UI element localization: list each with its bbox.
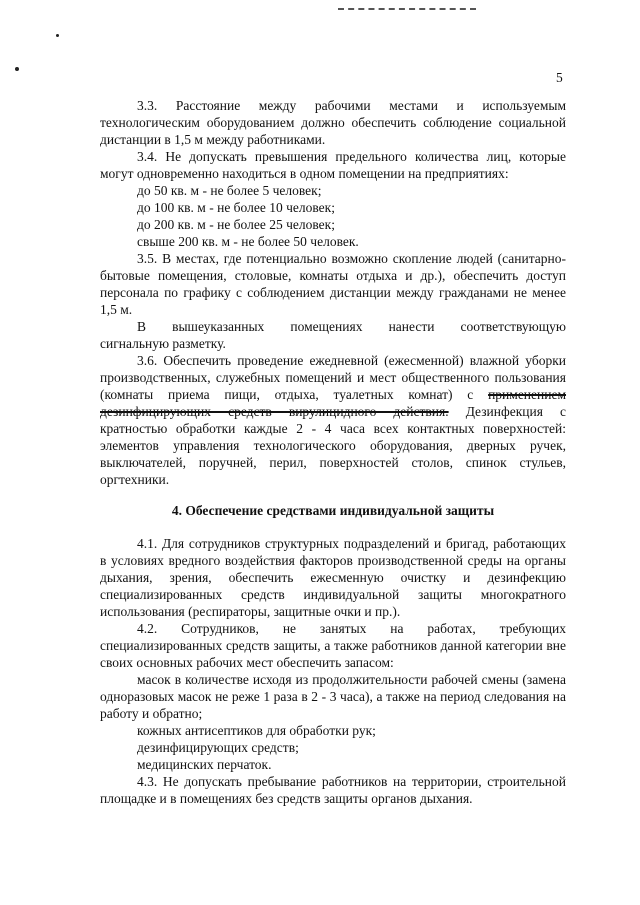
paragraph-4-2: 4.2. Сотрудников, не занятых на работах, требующих специализированных средств защиты, а также работников данной категории вне своих основных рабочих мест обеспечить запасом: xyxy=(100,621,566,670)
list-item: кожных антисептиков для обработки рук; xyxy=(137,723,376,738)
list-item: медицинских перчаток. xyxy=(137,757,272,772)
struck-through-text: применением дезинфицирующих средств вирулицидного действия. xyxy=(100,387,567,419)
paragraph-3-4: 3.4. Не допускать превышения предельного количества лиц, которые могут одновременно находиться в одном помещении на предприятиях: xyxy=(100,149,566,181)
scan-speck xyxy=(15,67,19,71)
paragraph-3-5: 3.5. В местах, где потенциально возможно скопление людей (санитарно-бытовые помещения, столовые, комнаты отдыха и др.), обеспечить доступ персонала по графику с соблюдением дистанции между гражданами не менее 1,5 м. xyxy=(100,251,566,317)
paragraph-3-5-marking: В вышеуказанных помещениях нанести соответствующую xyxy=(137,319,566,334)
section-heading-4: 4. Обеспечение средствами индивидуальной защиты xyxy=(171,503,495,518)
list-item: свыше 200 кв. м - не более 50 человек. xyxy=(137,234,359,249)
paragraph-3-6-disinfection: Дезинфекция с кратностью обработки каждые 2 - 4 часа всех контактных поверхностей: элементов управления технологического оборудования, дверных ручек, выключателей, поручней, перил, поверхностей столов, спинок стульев, оргтехники. xyxy=(100,404,567,487)
list-item: до 200 кв. м - не более 25 человек; xyxy=(137,217,335,232)
scan-speck xyxy=(56,34,59,37)
paragraph-3-3: 3.3. Расстояние между рабочими местами и используемым технологическим оборудованием должно обеспечить соблюдение социальной дистанции в 1,5 м между работниками. xyxy=(100,98,566,147)
page-number: 5 xyxy=(556,70,563,85)
list-item: до 50 кв. м - не более 5 человек; xyxy=(137,183,322,198)
paragraph-3-6 xyxy=(100,352,566,488)
list-item-masks: масок в количестве исходя из продолжительности рабочей смены (замена одноразовых масок не реже 1 раза в 2 - 3 часа), а также на период следования на работу и обратно; xyxy=(100,672,566,721)
paragraph-3-6-text: 3.6. Обеспечить проведение ежедневной (ежесменной) влажной уборки производственных, служебных помещений и мест общественного пользования (комнаты приема пищи, отдыха, туалетных комнат) с xyxy=(100,353,566,402)
document-body xyxy=(100,97,566,807)
scan-artifact-line xyxy=(338,8,476,10)
list-item: дезинфицирующих средств; xyxy=(137,740,299,755)
paragraph-4-3: 4.3. Не допускать пребывание работников на территории, строительной площадке и в помещениях без средств защиты органов дыхания. xyxy=(100,774,566,806)
paragraph-4-1: 4.1. Для сотрудников структурных подразделений и бригад, работающих в условиях вредного воздействия факторов производственной среды на органы дыхания, зрения, обеспечить ежесменную очистку и дезинфекцию специализированных средств индивидуальной защиты многократного использования (респираторы, защитные очки и пр.). xyxy=(100,536,566,619)
list-item: до 100 кв. м - не более 10 человек; xyxy=(137,200,335,215)
paragraph-3-5-marking-end: сигнальную разметку. xyxy=(100,336,226,351)
